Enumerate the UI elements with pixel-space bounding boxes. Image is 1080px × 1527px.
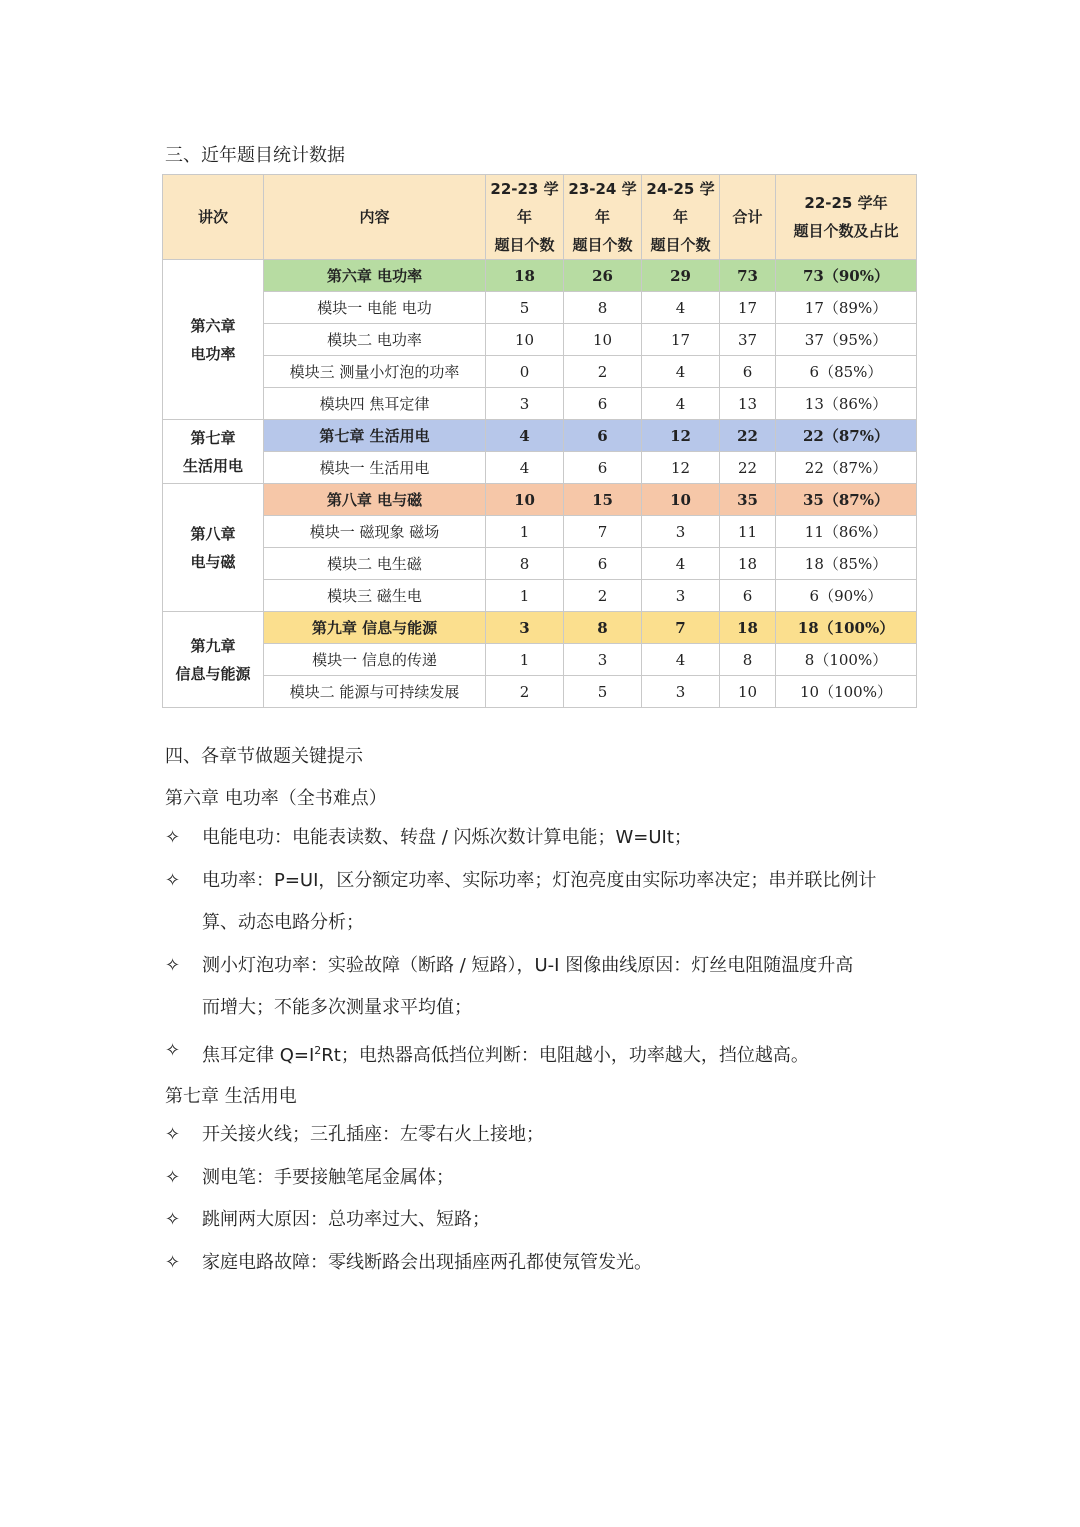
- count-cell: 5: [486, 292, 564, 324]
- header-2425: 24-25 学年 题目个数: [642, 175, 720, 260]
- content-cell: 模块二 电生磁: [264, 548, 486, 580]
- sparkle-bullet-icon: ✧: [165, 1252, 181, 1273]
- lecture-cell: 第九章 信息与能源: [163, 612, 264, 708]
- count-cell: 1: [486, 580, 564, 612]
- total-cell: 18: [720, 612, 776, 644]
- count-cell: 6: [564, 420, 642, 452]
- content-cell: 模块一 电能 电功: [264, 292, 486, 324]
- content-cell: 第九章 信息与能源: [264, 612, 486, 644]
- count-cell: 4: [642, 644, 720, 676]
- lecture-cell: 第六章 电功率: [163, 260, 264, 420]
- header-content: 内容: [264, 175, 486, 260]
- list-item: [165, 1157, 920, 1199]
- section-3-title: 三、近年题目统计数据: [165, 145, 345, 166]
- content-cell: 模块一 生活用电: [264, 452, 486, 484]
- table-row: [163, 644, 917, 676]
- ratio-cell: 35（87%）: [776, 484, 917, 516]
- table-row: [163, 484, 917, 516]
- count-cell: 2: [564, 580, 642, 612]
- content-cell: 模块二 能源与可持续发展: [264, 676, 486, 708]
- content-cell: 模块三 磁生电: [264, 580, 486, 612]
- count-cell: 4: [642, 356, 720, 388]
- table-row: [163, 580, 917, 612]
- header-lecture: 讲次: [163, 175, 264, 260]
- statistics-table: [162, 174, 917, 708]
- total-cell: 11: [720, 516, 776, 548]
- count-cell: 12: [642, 420, 720, 452]
- header-2324: 23-24 学年 题目个数: [564, 175, 642, 260]
- sparkle-bullet-icon: ✧: [165, 1040, 181, 1061]
- total-cell: 35: [720, 484, 776, 516]
- bullet-text: 测小灯泡功率：实验故障（断路 / 短路），U-I 图像曲线原因：灯丝电阻随温度升高 而增大；不能多次测量求平均值；: [202, 955, 854, 1018]
- count-cell: 26: [564, 260, 642, 292]
- bullet-text: 测电笔：手要接触笔尾金属体；: [202, 1167, 454, 1188]
- chapter-7-heading: 第七章 生活用电: [165, 1086, 297, 1107]
- count-cell: 6: [564, 548, 642, 580]
- table-row: [163, 452, 917, 484]
- content-cell: 模块一 信息的传递: [264, 644, 486, 676]
- list-item: [165, 860, 920, 944]
- list-item: [165, 817, 920, 859]
- table-row: [163, 356, 917, 388]
- total-cell: 6: [720, 580, 776, 612]
- total-cell: 10: [720, 676, 776, 708]
- total-cell: 13: [720, 388, 776, 420]
- count-cell: 10: [486, 324, 564, 356]
- count-cell: 15: [564, 484, 642, 516]
- ratio-cell: 8（100%）: [776, 644, 917, 676]
- total-cell: 22: [720, 420, 776, 452]
- sparkle-bullet-icon: ✧: [165, 1124, 181, 1145]
- count-cell: 4: [486, 420, 564, 452]
- table-row: [163, 388, 917, 420]
- content-cell: 第八章 电与磁: [264, 484, 486, 516]
- bullet-text: 家庭电路故障：零线断路会出现插座两孔都使氖管发光。: [202, 1252, 652, 1273]
- count-cell: 3: [486, 388, 564, 420]
- content-cell: 第七章 生活用电: [264, 420, 486, 452]
- total-cell: 17: [720, 292, 776, 324]
- count-cell: 10: [642, 484, 720, 516]
- header-ratio: 22-25 学年 题目个数及占比: [776, 175, 917, 260]
- count-cell: 3: [564, 644, 642, 676]
- table-row: [163, 612, 917, 644]
- count-cell: 6: [564, 388, 642, 420]
- ratio-cell: 6（90%）: [776, 580, 917, 612]
- ratio-cell: 22（87%）: [776, 420, 917, 452]
- table-header-row: [163, 175, 917, 260]
- list-item: [165, 1199, 920, 1241]
- count-cell: 4: [642, 548, 720, 580]
- count-cell: 4: [486, 452, 564, 484]
- list-item: [165, 1030, 920, 1072]
- count-cell: 29: [642, 260, 720, 292]
- count-cell: 8: [564, 612, 642, 644]
- ratio-cell: 17（89%）: [776, 292, 917, 324]
- sparkle-bullet-icon: ✧: [165, 1167, 181, 1188]
- count-cell: 0: [486, 356, 564, 388]
- table-row: [163, 420, 917, 452]
- lecture-cell: 第八章 电与磁: [163, 484, 264, 612]
- bullet-text: 电功率：P=UI，区分额定功率、实际功率；灯泡亮度由实际功率决定；串并联比例计 算、动态电路分析；: [202, 870, 877, 933]
- count-cell: 2: [486, 676, 564, 708]
- table-row: [163, 260, 917, 292]
- table-row: [163, 548, 917, 580]
- table-row: [163, 516, 917, 548]
- list-item: [165, 945, 920, 1029]
- count-cell: 1: [486, 516, 564, 548]
- count-cell: 10: [564, 324, 642, 356]
- list-item: [165, 1114, 920, 1156]
- list-item: [165, 1242, 920, 1284]
- ratio-cell: 18（85%）: [776, 548, 917, 580]
- total-cell: 22: [720, 452, 776, 484]
- ratio-cell: 73（90%）: [776, 260, 917, 292]
- content-cell: 模块二 电功率: [264, 324, 486, 356]
- table-row: [163, 292, 917, 324]
- count-cell: 3: [642, 516, 720, 548]
- sparkle-bullet-icon: ✧: [165, 1209, 181, 1230]
- content-cell: 第六章 电功率: [264, 260, 486, 292]
- sparkle-bullet-icon: ✧: [165, 827, 181, 848]
- count-cell: 17: [642, 324, 720, 356]
- ratio-cell: 13（86%）: [776, 388, 917, 420]
- count-cell: 2: [564, 356, 642, 388]
- bullet-text: 跳闸两大原因：总功率过大、短路；: [202, 1209, 490, 1230]
- count-cell: 8: [564, 292, 642, 324]
- table-row: [163, 676, 917, 708]
- bullet-text: 开关接火线；三孔插座：左零右火上接地；: [202, 1124, 544, 1145]
- table-row: [163, 324, 917, 356]
- total-cell: 37: [720, 324, 776, 356]
- total-cell: 18: [720, 548, 776, 580]
- sparkle-bullet-icon: ✧: [165, 870, 181, 891]
- count-cell: 3: [642, 580, 720, 612]
- ratio-cell: 11（86%）: [776, 516, 917, 548]
- sparkle-bullet-icon: ✧: [165, 955, 181, 976]
- count-cell: 3: [642, 676, 720, 708]
- count-cell: 1: [486, 644, 564, 676]
- ratio-cell: 22（87%）: [776, 452, 917, 484]
- header-2223: 22-23 学年 题目个数: [486, 175, 564, 260]
- count-cell: 4: [642, 292, 720, 324]
- content-cell: 模块四 焦耳定律: [264, 388, 486, 420]
- section-4-title: 四、各章节做题关键提示: [165, 746, 363, 767]
- count-cell: 8: [486, 548, 564, 580]
- content-cell: 模块三 测量小灯泡的功率: [264, 356, 486, 388]
- ratio-cell: 6（85%）: [776, 356, 917, 388]
- count-cell: 7: [564, 516, 642, 548]
- lecture-cell: 第七章 生活用电: [163, 420, 264, 484]
- chapter-6-heading: 第六章 电功率（全书难点）: [165, 788, 387, 809]
- ratio-cell: 37（95%）: [776, 324, 917, 356]
- total-cell: 6: [720, 356, 776, 388]
- ratio-cell: 18（100%）: [776, 612, 917, 644]
- count-cell: 7: [642, 612, 720, 644]
- total-cell: 8: [720, 644, 776, 676]
- count-cell: 6: [564, 452, 642, 484]
- count-cell: 4: [642, 388, 720, 420]
- header-total: 合计: [720, 175, 776, 260]
- count-cell: 18: [486, 260, 564, 292]
- count-cell: 12: [642, 452, 720, 484]
- bullet-text: 焦耳定律 $Q=I^2Rt$；电热器高低挡位判断：电阻越小，功率越大，挡位越高。: [202, 1044, 809, 1066]
- count-cell: 10: [486, 484, 564, 516]
- content-cell: 模块一 磁现象 磁场: [264, 516, 486, 548]
- bullet-text: 电能电功：电能表读数、转盘 / 闪烁次数计算电能；W=UIt；: [202, 827, 692, 848]
- count-cell: 3: [486, 612, 564, 644]
- total-cell: 73: [720, 260, 776, 292]
- ratio-cell: 10（100%）: [776, 676, 917, 708]
- count-cell: 5: [564, 676, 642, 708]
